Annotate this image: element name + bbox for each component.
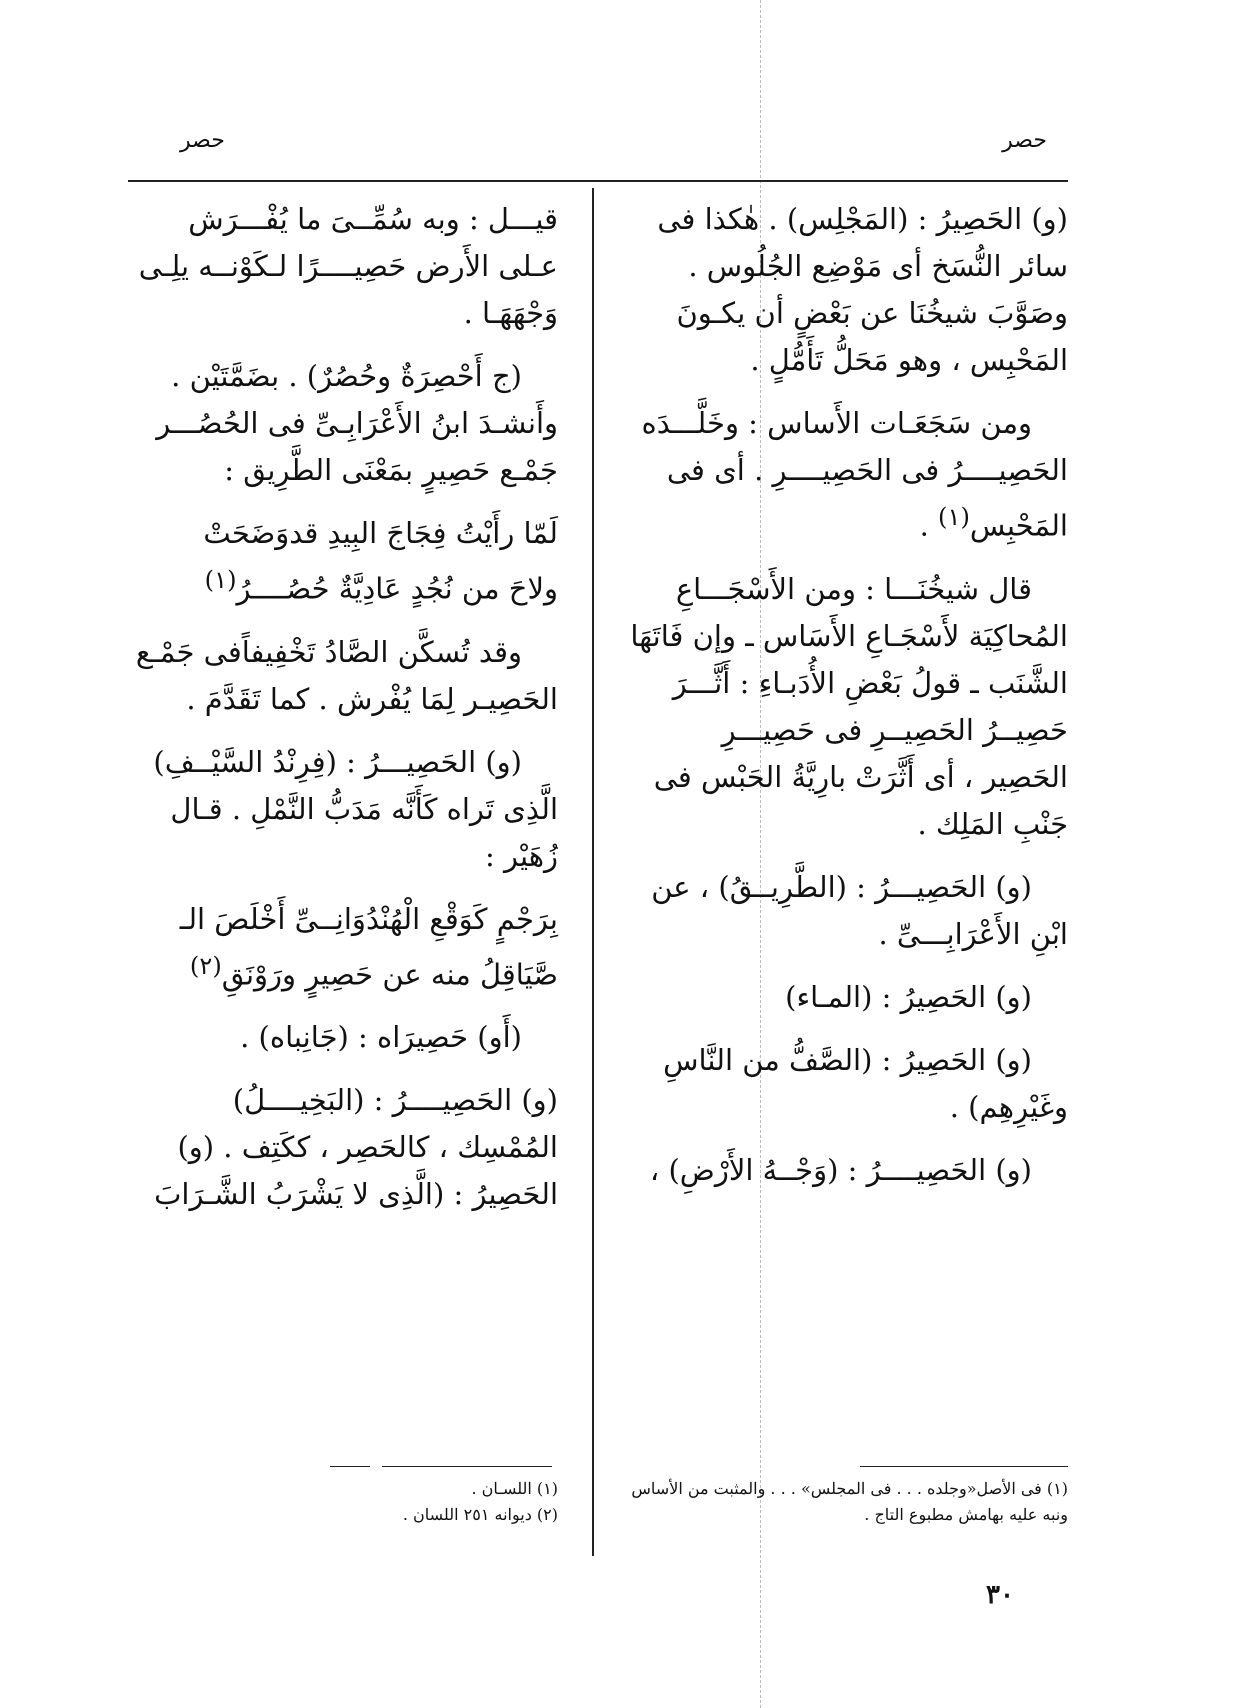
footnote-rule-left-short	[330, 1466, 370, 1467]
verse-2-line-2-text: صَّيَاقِلُ منه عن حَصِيرٍ ورَوْنَقِ	[221, 957, 558, 992]
right-paragraph-4: (و) الحَصِيـــرُ : (الطَّرِيــقُ) ، عن ابْنِ الأَعْرَابِـــىِّ .	[651, 869, 1068, 951]
right-paragraph-2	[628, 400, 1068, 550]
verse-2-line-1: بِرَجْمٍ كَوَقْعِ الْهُنْدُوَانِــىِّ أَخْلَصَ الـ	[179, 901, 558, 936]
left-column	[128, 196, 558, 1234]
right-paragraph-6: (و) الحَصِيرُ : (الصَّفُّ من النَّاسِ وغَيْرِهِم) .	[663, 1042, 1068, 1124]
verse-1-line-2	[128, 557, 558, 613]
footnote-marker: (١)	[938, 503, 970, 531]
column-divider	[592, 188, 594, 1556]
verse-1	[128, 510, 558, 613]
right-paragraph-3: قال شيخُنَـــا : ومن الأَسْجَـــاعِ المُحاكِيَة لأَسْجَـاعِ الأَسَاس ـ وإن فَاتَهَا الشَّنَب ـ قولُ بَعْضِ الأُدَبـاءِ : أَثَّـــرَ حَصِيــرُ الحَصِيــرِ فى حَصِيـــرِ الحَصِير ، أى أَثَّرَتْ بارِيَّةُ الحَبْس فى جَنْبِ المَلِك .	[630, 571, 1068, 841]
left-paragraph-3: وقد تُسكَّن الصَّادُ تَخْفِيفاًفى جَمْـع الحَصِيـر لِمَا يُفْرش . كما تَقَدَّمَ .	[135, 634, 558, 716]
footnote-left-1: (١) اللسـان .	[471, 1479, 558, 1498]
footnotes-right	[628, 1476, 1068, 1528]
right-paragraph-2-text: ومن سَجَعَـات الأَساس : وخَلَّـــدَه الحَصِيــــرُ فى الحَصِيــــرِ . أى فى المَحْبِس	[641, 406, 1068, 543]
verse-2	[128, 896, 558, 999]
left-paragraph-6: (و) الحَصِيــــرُ : (البَخِيــــلُ) المُمْسِك ، كالحَصِر ، ككَتِف . (و) الحَصِيرُ : (الَّذِى لا يَشْرَبُ الشَّـرَابَ	[154, 1083, 558, 1212]
running-head-left: حصر	[180, 128, 225, 153]
left-paragraph-5: (أَو) حَصِيرَاه : (جَانِباه) .	[240, 1020, 522, 1055]
running-head-right: حصر	[1002, 128, 1047, 153]
footnote-right-1: (١) فى الأصل«وجلده . . . فى المجلس» . . . والمثبت من الأساس ونبه عليه بهامش مطبوع التاج .	[631, 1479, 1068, 1524]
right-paragraph-1: (و) الحَصِيرُ : (المَجْلِس) . هٰكذا فى سائر النُّسَخ أى مَوْضِع الجُلُوس . وصَوَّبَ شيخُنَا عن بَعْضٍ أن يكـونَ المَحْبِس ، وهو مَحَلُّ تَأَمُّلٍ .	[657, 202, 1068, 377]
header-rule	[128, 180, 1068, 182]
footnotes-left	[128, 1476, 558, 1528]
right-paragraph-2-end: .	[919, 508, 939, 543]
right-paragraph-5: (و) الحَصِيرُ : (المـاء)	[785, 979, 1032, 1014]
right-column	[628, 196, 1068, 1210]
right-paragraph-7: (و) الحَصِيــــرُ : (وَجْــهُ الأَرْضِ) ،	[649, 1152, 1032, 1187]
left-paragraph-2: (ج أَحْصِرَةٌ وحُصُرٌ) . بضَمَّتَيْن . وأَنشـدَ ابنُ الأَعْرَابِـىِّ فى الحُصُـــر جَمْـع حَصِيرٍ بمَعْنَى الطَّرِيق :	[156, 359, 558, 487]
verse-2-line-2	[128, 943, 558, 999]
left-paragraph-1: قيـــل : وبه سُمِّــىَ ما يُفْـــرَش عـلى الأَرض حَصِيــــرًا لـكَوْنــه يلِـى وَجْهَهَـا .	[138, 202, 558, 330]
footnote-left-2: (٢) ديوانه ٢٥١ اللسان .	[402, 1505, 558, 1524]
footnote-marker: (١)	[204, 566, 237, 594]
footnote-marker: (٢)	[189, 951, 222, 980]
footnote-rule-right	[860, 1466, 1068, 1467]
page-number: ٣٠	[986, 1580, 1014, 1610]
left-paragraph-4: (و) الحَصِيـــرُ : (فِرِنْدُ السَّيْــفِ) الَّذِى تَراه كَأَنَّه مَدَبُّ النَّمْلِ . قـال زُهَيْر :	[153, 744, 558, 873]
verse-1-line-1: لَمّا رأَيْتُ فِجَاجَ البِيدِ قدوَضَحَتْ	[203, 516, 558, 550]
footnote-rule-left	[382, 1466, 552, 1467]
verse-1-line-2-text: ولاحَ من نُجُدٍ عَادِيَّةٌ حُصُــــرُ	[236, 571, 558, 606]
